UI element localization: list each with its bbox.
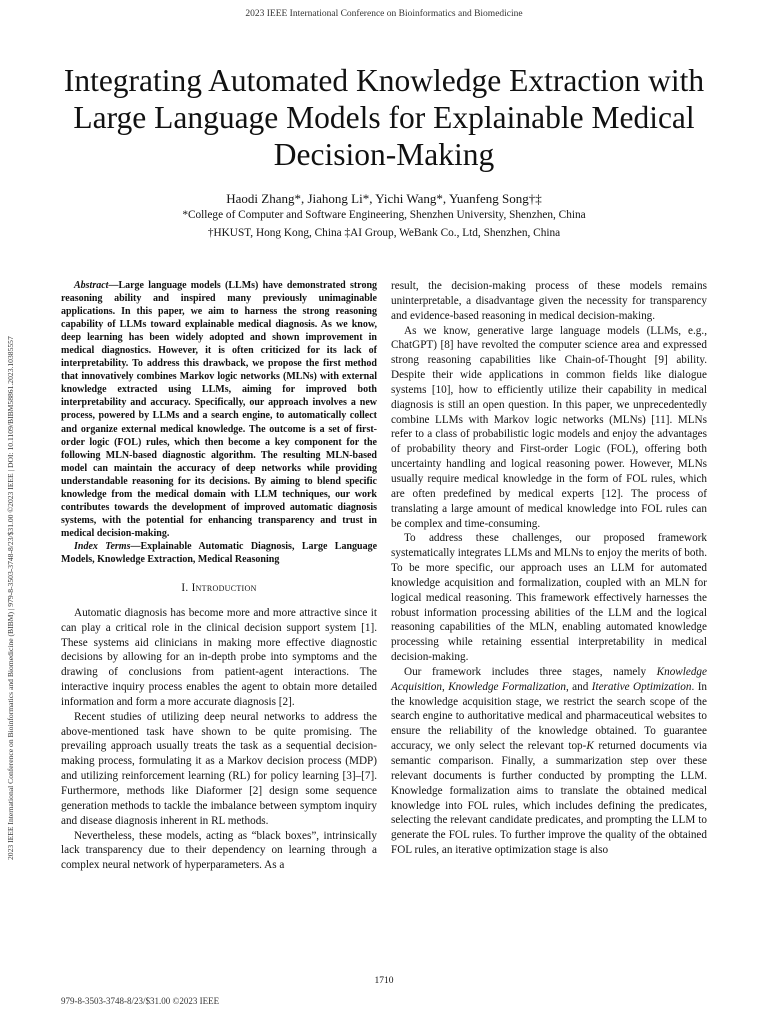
- stage-name: Iterative Optimization: [591, 680, 692, 693]
- left-column: [61, 279, 377, 873]
- text-run: . In the knowledge acquisition stage, we restrict the search scope of the search engine to authoritative medical and pharmaceutical websites to ensure the reliability of the knowledge obtained. To guarantee accuracy, we only select the relevant top-: [391, 680, 708, 753]
- index-terms: [61, 540, 377, 566]
- paragraph: Automatic diagnosis has become more and more attractive since it can play a critical role in the clinical decision support system [1]. These systems aid clinicians in making more effective diagnostic decisions by allowing for an in-depth probe into symptoms and the drawing of conclusions from patient-agent interactions. The interactive inquiry process enables the agent to obtain more detailed information and form a more accurate diagnosis [2].: [61, 606, 377, 708]
- paragraph: As we know, generative large language models (LLMs, e.g., ChatGPT) [8] have revolted the computer science area and expressed strong reasoning capabilities like Chain-of-Thought [9] ability. Despite their wide applications in common fields like dialogue systems [10], how to efficiently utilize their capability in medical diagnosis is still an open question. In this paper, we unprecedentedly combine LLMs with Markov logic networks (MLNs) [11]. MLNs refer to a class of probabilistic logic models and enjoy the advantages of probability theory and First-order Logic (FOL), offering both uncertainty handling and logical reasoning power. However, MLNs usually require medical knowledge in the form of FOL rules, which are often predefined by medical experts [12]. The process of translating a large amount of medical knowledge into FOL rules can be complex and time-consuming.: [391, 324, 707, 530]
- section-heading-introduction: [61, 581, 377, 596]
- affiliation-1: *College of Computer and Software Engineering, Shenzhen University, Shenzhen, China: [182, 209, 586, 221]
- text-run: returned documents via semantic comparison. Finally, a summarization step over these relevant documents is further conducted by prompting the LLM. Knowledge formalization aims to translate the obtained medical knowledge into FOL rules, which includes defining the predicates, selecting the relevant candidate predicates, and prompting the LLM to generate the FOL rules. To further improve the quality of the obtained FOL rules, an iterative optimization stage is also: [391, 740, 707, 857]
- section-number: I.: [181, 582, 189, 595]
- paragraph: To address these challenges, our proposed framework systematically integrates LLMs and MLNs to enjoy the merits of both. To be more specific, our approach uses an LLM for automated knowledge acquisition and formalization, coupled with an MLN for logical medical reasoning. This framework effectively harnesses the robust information processing abilities of the LLM and the logical reasoning capabilities of the MLN, enabling automated knowledge processing while retaining essential interpretability in medical decision-making.: [391, 532, 707, 664]
- paragraph: result, the decision-making process of these models remains uninterpretable, a disadvantage given the necessity for transparency and evidence-based reasoning in medical decision-making.: [391, 280, 707, 322]
- text-run: Our framework includes three stages, namely: [404, 665, 657, 678]
- paragraph: [391, 665, 707, 858]
- right-column: [391, 279, 707, 858]
- section-title: Introduction: [191, 582, 257, 595]
- abstract-label: Abstract: [74, 280, 109, 291]
- index-terms-label: Index Terms: [74, 540, 131, 552]
- abstract-text: —Large language models (LLMs) have demonstrated strong reasoning ability and inspired many previously unimaginable applications. In this paper, we aim to harness the strong reasoning capability of LLMs toward explainable medical diagnosis. As we know, deep learning has been widely adopted and shown improvement in medical diagnostics. However, it is often criticized for its lack of interpretability. To address this drawback, we propose the first method that innovatively combines Markov logic networks (MLNs) with external knowledge extracted using LLMs, aiming for improved both interpretability and accuracy. Specifically, our approach involves a new process, powered by LLMs and a search engine, to automatically collect and organize external medical knowledge. The outcome is a set of first-order logic (FOL) rules, which then become a key component for the following MLN-based diagnostic algorithm. The resulting MLN-based model can maintain the accuracy of deep networks while providing understandable reasoning for its decisions. By aiming to blend specific knowledge from the medical domain with LLM techniques, our work contributes towards the development of improved automatic diagnosis systems, with the potential for enhancing transparency and trust in medical decision-making.: [61, 280, 377, 539]
- author-list: Haodi Zhang*, Jiahong Li*, Yichi Wang*, Yuanfeng Song†‡: [226, 191, 542, 206]
- index-terms-text: —Explainable Automatic Diagnosis, Large Language Models, Knowledge Extraction, Medical Reasoning: [61, 540, 378, 565]
- affiliation-2: †HKUST, Hong Kong, China ‡AI Group, WeBank Co., Ltd, Shenzhen, China: [207, 227, 561, 239]
- stage-name: Knowledge Formalization: [448, 680, 566, 693]
- text-run: ,: [441, 680, 449, 693]
- stage-name: Knowledge Acquisition: [391, 665, 707, 693]
- abstract: [61, 279, 377, 540]
- page-number: 1710: [374, 976, 394, 986]
- paragraph: Nevertheless, these models, acting as “black boxes”, intrinsically lack transparency due to their dependency on learning through a complex neural network of hyperparameters. As a: [61, 829, 377, 872]
- copyright-footer: 979-8-3503-3748-8/23/$31.00 ©2023 IEEE: [61, 996, 220, 1006]
- paper-title: Integrating Automated Knowledge Extraction with Large Language Models for Explainable Medical Decision-Making: [63, 63, 705, 172]
- text-run: , and: [565, 680, 592, 693]
- math-k: K: [586, 740, 594, 753]
- conference-header: 2023 IEEE International Conference on Bioinformatics and Biomedicine: [245, 9, 523, 19]
- paragraph: Recent studies of utilizing deep neural networks to address the above-mentioned task have shown to be quite promising. The prevailing approach usually treats the task as a sequential decision-making process, formulating it as a Markov decision process (MDP) and utilizing reinforcement learning (RL) for policy learning [3]–[7]. Furthermore, methods like Diaformer [2] design some sequence generation methods to tackle the imbalance between symptom inquiry and disease diagnosis inherent in RL methods.: [61, 710, 377, 827]
- side-doi-strip: 2023 IEEE International Conference on Bioinformatics and Biomedicine (BIBM) | 979-8-3503-3748-8/23/$31.00 ©2023 IEEE | DOI: 10.1109/BIBM58861.2023.10385557: [6, 336, 15, 860]
